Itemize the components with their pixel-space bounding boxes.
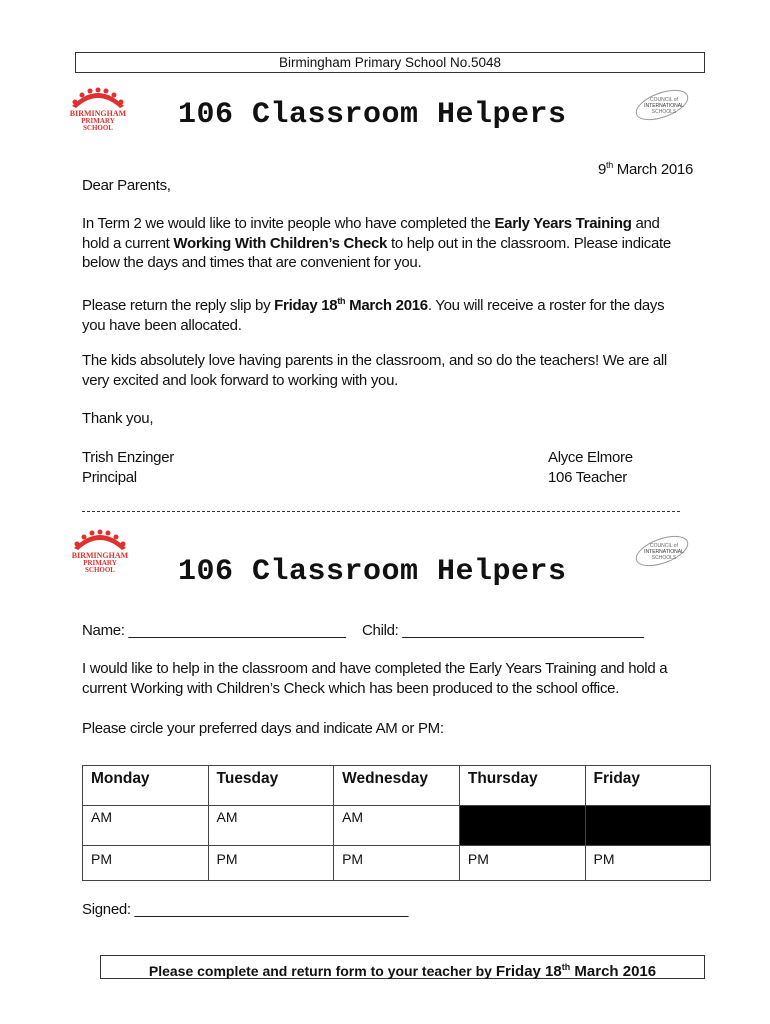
svg-text:SCHOOLS: SCHOOLS: [651, 109, 677, 115]
child-field[interactable]: Child: ______________________________: [362, 622, 644, 639]
paragraph-3: The kids absolutely love having parents in the classroom, and so do the teachers! We are all very excited and look forward to working with you.: [82, 352, 667, 389]
paragraph-2: Please return the reply slip by Friday 18th March 2016. You will receive a roster for the days you have been allocated.: [82, 296, 665, 334]
svg-text:SCHOOLS: SCHOOLS: [651, 555, 677, 561]
day-thursday: Thursday: [459, 766, 585, 806]
svg-text:INTERNATIONAL: INTERNATIONAL: [644, 549, 684, 555]
school-logo: [66, 86, 130, 134]
logo-text: BIRMINGHAM: [69, 109, 127, 118]
signed-field[interactable]: Signed: __________________________________: [82, 901, 409, 918]
pm-cell[interactable]: PM: [334, 846, 460, 881]
name-field[interactable]: Name: ___________________________: [82, 622, 346, 639]
cut-line: [82, 511, 680, 512]
page-title: 106 Classroom Helpers: [178, 98, 567, 132]
paragraph-1: In Term 2 we would like to invite people who have completed the Early Years Training and hold a current Working With Children’s Check to help out in the classroom. Please indicate below the days and times that are convenient for you.: [82, 215, 671, 271]
availability-table: [82, 765, 711, 881]
svg-text:SCHOOL: SCHOOL: [85, 566, 115, 574]
pm-cell[interactable]: PM: [459, 846, 585, 881]
school-logo-slip: [68, 528, 132, 576]
letter-date: 9th March 2016: [597, 160, 693, 178]
svg-text:BIRMINGHAM: BIRMINGHAM: [71, 551, 129, 560]
pm-cell[interactable]: PM: [83, 846, 209, 881]
svg-text:COUNCIL of: COUNCIL of: [650, 97, 678, 103]
closing: Thank you,: [82, 410, 154, 427]
table-row-pm: [83, 846, 711, 881]
cis-logo-slip: [632, 530, 692, 572]
pm-cell[interactable]: PM: [585, 846, 710, 881]
day-wednesday: Wednesday: [334, 766, 460, 806]
slip-title: 106 Classroom Helpers: [178, 555, 567, 589]
svg-text:PRIMARY: PRIMARY: [83, 559, 117, 567]
am-cell-unavailable: [585, 806, 710, 846]
signature-principal: Trish Enzinger Principal: [82, 449, 174, 486]
footer-notice: Please complete and return form to your teacher by Friday 18th March 2016: [100, 955, 705, 979]
svg-text:SCHOOL: SCHOOL: [83, 124, 113, 132]
salutation: Dear Parents,: [82, 177, 171, 194]
school-header: Birmingham Primary School No.5048: [75, 52, 705, 73]
day-friday: Friday: [585, 766, 710, 806]
am-cell-unavailable: [459, 806, 585, 846]
slip-paragraph: I would like to help in the classroom and have completed the Early Years Training and hold a current Working with Children’s Check which has been produced to the school office.: [82, 660, 668, 697]
svg-text:PRIMARY: PRIMARY: [81, 117, 115, 125]
am-cell[interactable]: AM: [83, 806, 209, 846]
pm-cell[interactable]: PM: [208, 846, 334, 881]
cis-logo: [632, 84, 692, 126]
am-cell[interactable]: AM: [208, 806, 334, 846]
svg-text:INTERNATIONAL: INTERNATIONAL: [644, 103, 684, 109]
am-cell[interactable]: AM: [334, 806, 460, 846]
signature-teacher: Alyce Elmore 106 Teacher: [548, 449, 633, 486]
day-monday: Monday: [83, 766, 209, 806]
table-header-row: [83, 766, 711, 806]
slip-instruction: Please circle your preferred days and indicate AM or PM:: [82, 720, 444, 737]
day-tuesday: Tuesday: [208, 766, 334, 806]
svg-text:COUNCIL of: COUNCIL of: [650, 543, 678, 549]
table-row-am: [83, 806, 711, 846]
